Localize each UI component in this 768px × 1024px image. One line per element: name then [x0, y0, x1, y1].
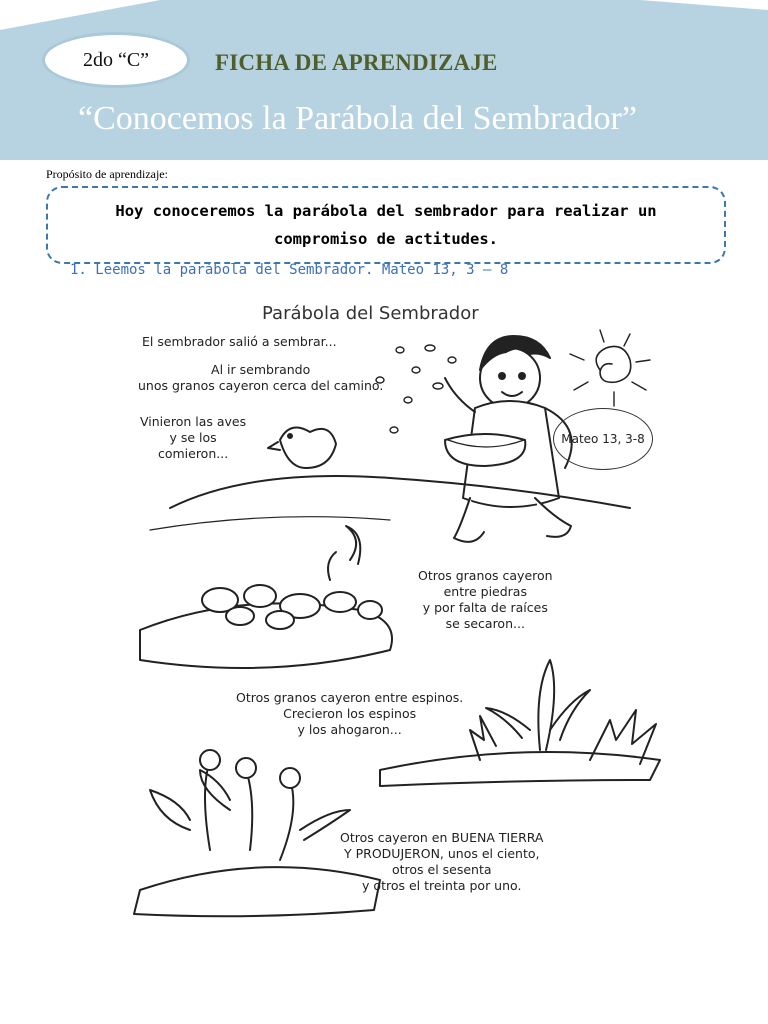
sheet-title: FICHA DE APRENDIZAJE — [215, 50, 498, 75]
purpose-label: Propósito de aprendizaje: — [46, 167, 168, 181]
lesson-title: “Conocemos la Parábola del Sembrador” — [78, 100, 637, 137]
bird-icon — [268, 428, 336, 469]
step-instruction: 1. Leemos la parábola del Sembrador. Mateo 13, 3 – 8 — [70, 262, 509, 278]
purpose-box — [46, 186, 726, 264]
caption-path: Al ir sembrando unos granos cayeron cerca del camino. — [138, 362, 384, 393]
caption-rocks: Otros granos cayeron entre piedras y por falta de raíces se secaron... — [418, 568, 553, 631]
scripture-reference: Mateo 13, 3-8 — [561, 432, 645, 446]
purpose-text: Hoy conoceremos la parábola del sembrador para realizar un compromiso de actitudes. — [115, 202, 657, 248]
sun-icon — [570, 330, 650, 406]
illustration-title: Parábola del Sembrador — [262, 303, 479, 324]
grade-badge — [42, 32, 190, 88]
scripture-reference-badge — [553, 408, 653, 470]
seeds-icon — [376, 345, 456, 433]
caption-sower: El sembrador salió a sembrar... — [142, 334, 337, 349]
caption-thorns: Otros granos cayeron entre espinos. Crecieron los espinos y los ahogaron... — [236, 690, 464, 737]
grade-label: 2do “C” — [82, 48, 150, 71]
caption-good-soil: Otros cayeron en BUENA TIERRA Y PRODUJERON, unos el ciento, otros el sesenta y otros el treinta por uno. — [340, 830, 544, 893]
caption-birds: Vinieron las aves y se los comieron... — [140, 414, 247, 461]
rocks-icon — [140, 526, 392, 668]
